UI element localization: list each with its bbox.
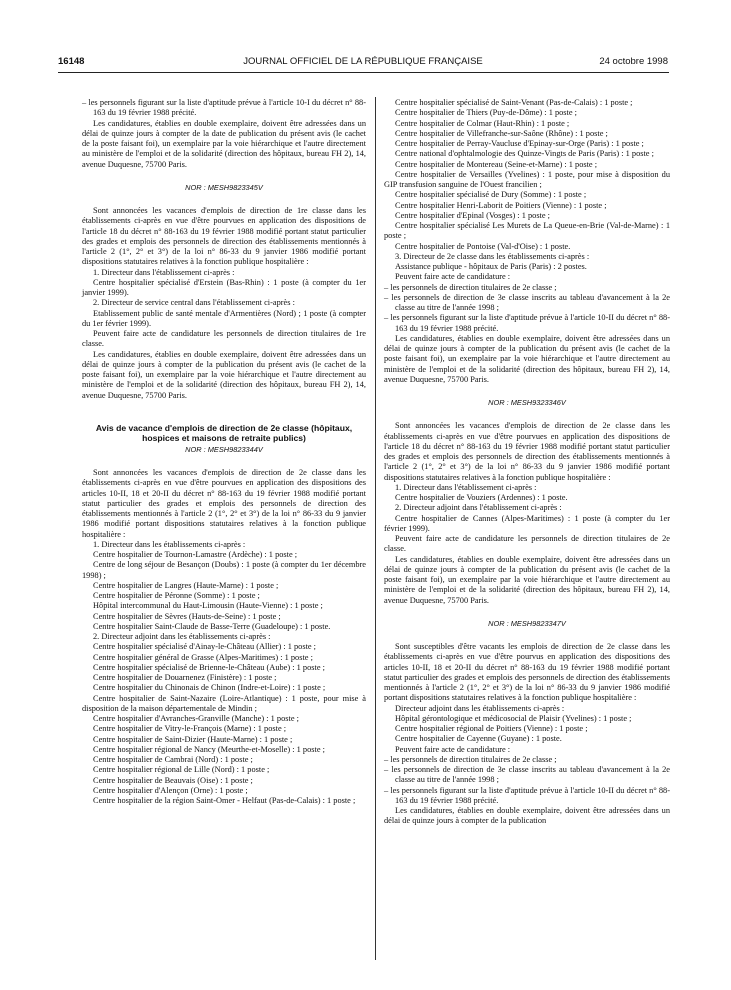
paragraph: 3. Directeur de 2e classe dans les établissements ci-après : [395,251,590,261]
list-item: Centre hospitalier spécialisé d'Ainay-le-Château (Allier) : 1 poste ; [93,642,317,652]
list-item: Centre hospitalier spécialisé de Brienne-le-Château (Aube) : 1 poste ; [93,662,325,672]
paragraph: Les candidatures, établies en double exemplaire, doivent être adressées dans un délai de quinze jours à compter de la publication du présent avis (le cachet de la poste faisant foi), un exemplaire par la voie hiérarchique et l'autre directement au ministère de l'emploi et de la solidarité (direction des hôpitaux, bureau FH 2), 14, avenue Duquesne, 75700 Paris. [384,333,670,384]
list-item: Centre hospitalier du Chinonais de Chinon (Indre-et-Loire) : 1 poste ; [93,683,326,693]
page-header [58,56,668,70]
list-item: Hôpital gérontologique et médicosocial de Plaisir (Yvelines) : 1 poste ; [395,713,632,723]
nor-reference: NOR : MESH9823344V [185,444,263,454]
paragraph: 1. Directeur dans l'établissement ci-après : [93,267,235,277]
page-number: 16148 [58,56,85,67]
list-item: Centre hospitalier d'Alençon (Orne) : 1 poste ; [93,785,248,795]
list-item: Centre hospitalier de Cannes (Alpes-Maritimes) : 1 poste (à compter du 1er février 1999). [384,513,670,533]
list-item: Centre hospitalier régional de Poitiers (Vienne) : 1 poste ; [395,724,588,733]
paragraph: 2. Directeur de service central dans l'établissement ci-après : [93,298,295,308]
paragraph: Sont annoncées les vacances d'emplois de direction de 2e classe dans les établissements ci-après en vue d'être pourvues en application des dispositions de l'article 18 du décret n° 88-163 du 19 février 1988 modifié portant statut particulier des grades et emplois des personnels de direction des établissements mentionnés à l'article 2 (1°, 2° et 3°) de la loi n° 86-33 du 9 janvier 1986 modifié portant dispositions statutaires relatives à la fonction publique hospitalière : [384,421,670,482]
list-item: Centre national d'ophtalmologie des Quinze-Vingts de Paris (Paris) : 1 poste ; [395,149,654,159]
paragraph: Directeur adjoint dans les établissements ci-après : [395,703,565,713]
nor-reference: NOR : MESH9323346V [488,398,566,407]
list-item: Centre hospitalier spécialisé d'Erstein (Bas-Rhin) : 1 poste (à compter du 1er janvier 1999). [82,277,366,297]
list-item: Centre hospitalier de Saint-Nazaire (Loire-Atlantique) : 1 poste, pour mise à disposition de la maison départementale de Mindin ; [82,693,366,713]
list-item: Centre hospitalier de Sèvres (Hauts-de-Seine) : 1 poste ; [93,611,281,621]
list-item: Centre hospitalier de Beauvais (Oise) : 1 poste ; [93,775,253,785]
paragraph: 2. Directeur adjoint dans les établissements ci-après : [93,632,271,641]
section-heading: Avis de vacance d'emplois de direction de 2e classe (hôpitaux, hospices et maisons de retraite publics) [95,422,353,443]
header-rule [58,72,669,73]
list-item: Centre hospitalier Saint-Claude de Basse-Terre (Guadeloupe) : 1 poste. [93,621,331,631]
list-item: Etablissement public de santé mentale d'Armentières (Nord) ; 1 poste (à compter du 1er février 1999). [82,308,366,328]
list-item: Centre hospitalier de Villefranche-sur-Saône (Rhône) : 1 poste ; [395,128,608,138]
list-item: Centre hospitalier Henri-Laborit de Poitiers (Vienne) : 1 poste ; [395,200,607,210]
list-item: Centre hospitalier de Thiers (Puy-de-Dôme) : 1 poste ; [395,108,577,118]
issue-date: 24 octobre 1998 [599,56,668,67]
journal-title: JOURNAL OFFICIEL DE LA RÉPUBLIQUE FRANÇAISE [243,56,483,67]
list-item: Centre hospitalier de Vouziers (Ardennes) : 1 poste. [395,493,568,502]
left-column [82,98,366,806]
list-item: Centre hospitalier de Perray-Vaucluse d'Epinay-sur-Orge (Paris) : 1 poste ; [395,139,644,148]
paragraph: Les candidatures, établies en double exemplaire, doivent être adressées dans un délai de quinze jours à compter de la publication du présent avis (le cachet de la poste faisant foi), un exemplaire par la voie hiérarchique et l'autre directement au ministère de l'emploi et de la solidarité (direction des hôpitaux, bureau FH 2), 14, avenue Duquesne, 75700 Paris. [82,349,366,400]
paragraph: Les candidatures, établies en double exemplaire, doivent être adressées dans un délai de quinze jours à compter de la publication du présent avis (le cachet de la poste faisant foi), un exemplaire par la voie hiérarchique et l'autre directement au ministère de l'emploi et de la solidarité (direction des hôpitaux, bureau FH 2), 14, avenue Duquesne, 75700 Paris. [384,554,670,605]
list-item: – les personnels de direction de 3e classe inscrits au tableau d'avancement à la 2e classe au titre de l'année 1998 ; [384,292,670,312]
paragraph: Sont annoncées les vacances d'emplois de direction de 1re classe dans les établissements ci-après en vue d'être pourvues en application des dispositions de l'article 18 du décret n° 88-163 du 19 février 1988 modifié portant statut particulier des grades et emplois des personnels de direction des établissements mentionnés à l'article 2 (1°, 2° et 3°) de la loi n° 86-33 du 9 janvier 1986 modifié portant dispositions statutaires relatives à la fonction publique hospitalière : [82,206,366,267]
list-item: Centre hospitalier de Versailles (Yvelines) : 1 poste, pour mise à disposition du GIP transfusion sanguine de l'Ouest francilien ; [384,169,670,189]
list-item: Hôpital intercommunal du Haut-Limousin (Haute-Vienne) : 1 poste ; [93,601,323,611]
list-item: Centre hospitalier de Colmar (Haut-Rhin) : 1 poste ; [395,118,570,128]
paragraph: Peuvent faire acte de candidature : [395,744,511,754]
paragraph: – les personnels figurant sur la liste d'aptitude prévue à l'article 10-I du décret n° 88-163 du 19 février 1988 précité. [82,98,366,118]
list-item: Centre hospitalier spécialisé de Dury (Somme) : 1 poste ; [395,190,587,200]
list-item: Centre hospitalier d'Avranches-Granville (Manche) : 1 poste ; [93,714,299,723]
list-item: – les personnels figurant sur la liste d'aptitude prévue à l'article 10-II du décret n° 88-163 du 19 février 1988 précité. [384,313,670,333]
list-item: Centre hospitalier régional de Nancy (Meurthe-et-Moselle) : 1 poste ; [93,744,325,754]
paragraph: Peuvent faire acte de candidature les personnels de direction titulaires de 1re classe. [82,329,366,349]
list-item: Centre hospitalier de Pontoise (Val-d'Oise) : 1 poste. [395,241,571,251]
list-item: Centre hospitalier spécialisé de Saint-Venant (Pas-de-Calais) : 1 poste ; [395,98,633,107]
paragraph: 2. Directeur adjoint dans l'établissement ci-après : [395,503,562,513]
list-item: Centre hospitalier de Tournon-Lamastre (Ardèche) : 1 poste ; [93,550,298,559]
nor-reference: NOR : MESH9823347V [488,618,566,628]
list-item: Centre hospitalier de la région Saint-Omer - Helfaut (Pas-de-Calais) : 1 poste ; [93,796,356,805]
list-item: Centre hospitalier régional de Lille (Nord) : 1 poste ; [93,765,270,775]
paragraph: Peuvent faire acte de candidature : [395,272,511,282]
paragraph: Sont susceptibles d'être vacants les emplois de direction de 2e classe dans les établissements ci-après en vue d'être pourvus en application des dispositions des articles 10-II, 18 et 20-II du décret n° 88-163 du 19 février 1988 modifié portant statut particulier des grades et emplois des personnels de direction des établissements mentionnés à l'article 2 (1°, 2° et 3°) de la loi n° 86-33 du 9 janvier 1986 modifié portant dispositions statutaires relatives à la fonction publique hospitalière : [384,642,670,703]
list-item: – les personnels de direction de 3e classe inscrits au tableau d'avancement à la 2e classe au titre de l'année 1998 ; [384,765,670,785]
list-item: – les personnels de direction titulaires de 2e classe ; [384,754,557,764]
paragraph: Les candidatures, établies en double exemplaire, doivent être adressées dans un délai de quinze jours à compter de la publication [384,806,670,826]
list-item: Centre hospitalier de Montereau (Seine-et-Marne) : 1 poste ; [395,159,598,169]
list-item: Assistance publique - hôpitaux de Paris (Paris) : 2 postes. [395,262,587,271]
list-item: Centre hospitalier de Péronne (Somme) : 1 poste ; [93,591,260,600]
paragraph: Peuvent faire acte de candidature les personnels de direction titulaires de 2e classe. [384,534,670,554]
list-item: Centre hospitalier d'Epinal (Vosges) : 1 poste ; [395,210,550,220]
list-item: Centre hospitalier de Cambrai (Nord) : 1 poste ; [93,755,253,764]
nor-reference: NOR : MESH9823345V [185,182,263,192]
list-item: Centre hospitalier de Cayenne (Guyane) : 1 poste. [395,734,562,744]
paragraph: Les candidatures, établies en double exemplaire, doivent être adressées dans un délai de quinze jours à compter de la date de publication du présent avis (le cachet de la poste faisant foi), un exemplaire par la voie hiérarchique et l'autre directement au ministère de l'emploi et de la solidarité (direction des hôpitaux, bureau FH 2), 14, avenue Duquesne, 75700 Paris. [82,118,366,169]
list-item: – les personnels figurant sur la liste d'aptitude prévue à l'article 10-II du décret n° 88-163 du 19 février 1988 précité. [384,785,670,805]
list-item: Centre hospitalier de Langres (Haute-Marne) : 1 poste ; [93,580,279,590]
list-item: Centre hospitalier général de Grasse (Alpes-Maritimes) : 1 poste ; [93,652,313,662]
list-item: Centre hospitalier de Vitry-le-François (Marne) : 1 poste ; [93,724,287,734]
paragraph: 1. Directeur dans l'établissement ci-après : [395,482,537,492]
column-divider [375,97,376,960]
right-column [384,98,670,827]
paragraph: Sont annoncées les vacances d'emplois de direction de 2e classe dans les établissements ci-après en vue d'être pourvues en application des dispositions des articles 10-II, 18 et 20-II du décret n° 88-163 du 19 février 1988 modifié portant statut particulier des grades et emplois des personnels de direction des établissements mentionnés à l'article 2 (1°, 2° et 3°) de la loi n° 86-33 du 9 janvier 1986 modifié portant dispositions statutaires relatives à la fonction publique hospitalière : [82,468,366,539]
list-item: Centre hospitalier spécialisé Les Murets de La Queue-en-Brie (Val-de-Marne) : 1 poste ; [384,221,670,241]
paragraph: 1. Directeur dans les établissements ci-après : [93,539,246,549]
list-item: Centre hospitalier de Saint-Dizier (Haute-Marne) : 1 poste ; [93,734,293,744]
list-item: Centre de long séjour de Besançon (Doubs) : 1 poste (à compter du 1er décembre 1998) ; [82,560,366,580]
list-item: Centre hospitalier de Douarnenez (Finistère) : 1 poste ; [93,673,277,682]
list-item: – les personnels de direction titulaires de 2e classe ; [384,282,557,292]
